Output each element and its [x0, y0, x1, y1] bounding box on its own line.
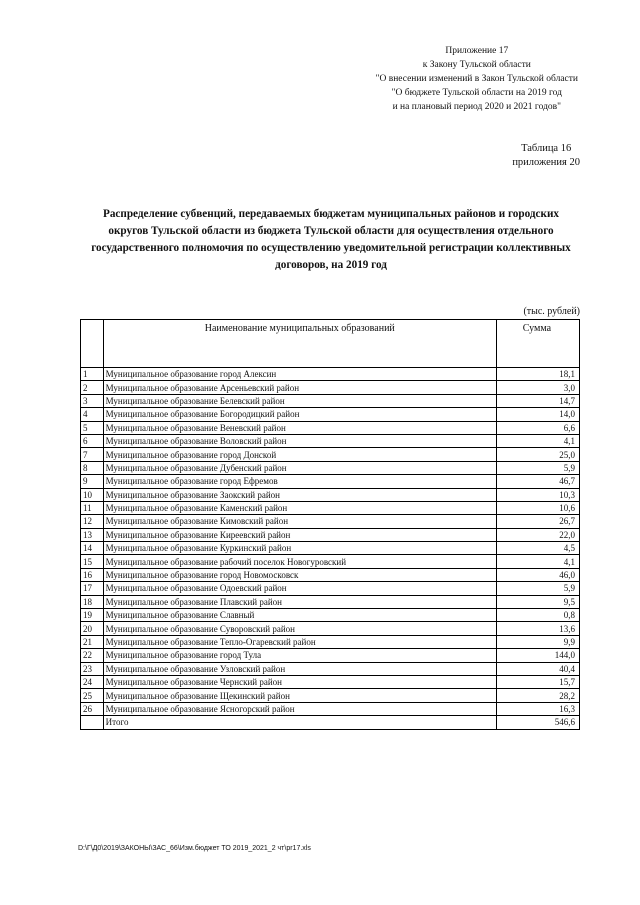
municipality-name: Муниципальное образование город Новомосковск	[103, 568, 496, 581]
subsidy-amount: 25,0	[496, 448, 579, 461]
subsidy-amount: 9,9	[496, 635, 579, 648]
municipality-name: Муниципальное образование Узловский район	[103, 662, 496, 675]
subsidy-amount: 28,2	[496, 689, 579, 702]
row-number: 3	[81, 394, 104, 407]
municipality-name: Муниципальное образование Веневский район	[103, 421, 496, 434]
municipality-name: Муниципальное образование Суворовский район	[103, 622, 496, 635]
row-number: 13	[81, 528, 104, 541]
appendix-line: Приложение 17	[445, 46, 509, 56]
total-label: Итого	[103, 716, 496, 729]
municipality-name: Муниципальное образование Каменский район	[103, 501, 496, 514]
municipality-name: Муниципальное образование город Тула	[103, 649, 496, 662]
table-row	[81, 448, 580, 461]
row-number: 21	[81, 635, 104, 648]
table-row	[81, 582, 580, 595]
subsidy-amount: 16,3	[496, 702, 579, 715]
subsidy-amount: 10,3	[496, 488, 579, 501]
row-number: 24	[81, 675, 104, 688]
municipality-name: Муниципальное образование Дубенский район	[103, 461, 496, 474]
appendix-line: "О бюджете Тульской области на 2019 год	[391, 88, 562, 98]
table-row	[81, 689, 580, 702]
row-number: 16	[81, 568, 104, 581]
row-number: 14	[81, 542, 104, 555]
subsidy-amount: 0,8	[496, 609, 579, 622]
municipality-name: Муниципальное образование Одоевский район	[103, 582, 496, 595]
municipality-name: Муниципальное образование Славный	[103, 609, 496, 622]
row-number: 5	[81, 421, 104, 434]
row-number: 23	[81, 662, 104, 675]
table-row	[81, 408, 580, 421]
table-row	[81, 475, 580, 488]
table-row	[81, 381, 580, 394]
table-row	[81, 528, 580, 541]
row-number: 7	[81, 448, 104, 461]
subsidy-amount: 13,6	[496, 622, 579, 635]
subsidy-amount: 5,9	[496, 582, 579, 595]
table-reference-line: приложения 20	[512, 157, 580, 168]
table-row	[81, 434, 580, 447]
table-row	[81, 568, 580, 581]
subsidy-amount: 46,0	[496, 568, 579, 581]
table-row	[81, 649, 580, 662]
table-row	[81, 595, 580, 608]
subsidy-amount: 22,0	[496, 528, 579, 541]
municipality-name: Муниципальное образование Ясногорский район	[103, 702, 496, 715]
subsidy-amount: 6,6	[496, 421, 579, 434]
header-sum: Сумма	[496, 320, 579, 368]
municipality-name: Муниципальное образование город Ефремов	[103, 475, 496, 488]
table-header-row	[81, 320, 580, 368]
subsidy-amount: 46,7	[496, 475, 579, 488]
appendix-line: и на плановый период 2020 и 2021 годов"	[392, 102, 562, 112]
municipality-name: Муниципальное образование Чернский район	[103, 675, 496, 688]
appendix-line: "О внесении изменений в Закон Тульской области	[375, 74, 578, 84]
row-number: 20	[81, 622, 104, 635]
total-row	[81, 716, 580, 729]
subsidy-amount: 9,5	[496, 595, 579, 608]
subsidy-amount: 14,7	[496, 394, 579, 407]
row-number: 10	[81, 488, 104, 501]
table-row	[81, 662, 580, 675]
table-row	[81, 542, 580, 555]
municipality-name: Муниципальное образование город Донской	[103, 448, 496, 461]
file-path-footer: D:\Г\Д0\2019\ЗАКОНЫ\ЗАС_66\Изм.бюджет ТО 2019_2021_2 чт\pr17.xls	[78, 845, 311, 852]
municipality-name: Муниципальное образование Куркинский район	[103, 542, 496, 555]
municipality-name: Муниципальное образование Белевский район	[103, 394, 496, 407]
table-body	[81, 368, 580, 716]
subsidy-amount: 15,7	[496, 675, 579, 688]
table-row	[81, 555, 580, 568]
municipality-name: Муниципальное образование Щекинский район	[103, 689, 496, 702]
subsidy-amount: 3,0	[496, 381, 579, 394]
table-row	[81, 702, 580, 715]
subsidy-amount: 4,1	[496, 555, 579, 568]
row-number: 17	[81, 582, 104, 595]
municipality-name: Муниципальное образование Арсеньевский район	[103, 381, 496, 394]
subsidy-amount: 14,0	[496, 408, 579, 421]
subsidy-amount: 26,7	[496, 515, 579, 528]
subsidy-amount: 18,1	[496, 368, 579, 381]
header-name: Наименование муниципальных образований	[103, 320, 496, 368]
municipality-name: Муниципальное образование Богородицкий район	[103, 408, 496, 421]
municipality-name: Муниципальное образование Воловский район	[103, 434, 496, 447]
row-number: 25	[81, 689, 104, 702]
row-number: 19	[81, 609, 104, 622]
appendix-line: к Закону Тульской области	[422, 60, 531, 70]
row-number: 12	[81, 515, 104, 528]
units-label: (тыс. рублей)	[523, 306, 580, 317]
table-reference-line: Таблица 16	[521, 143, 572, 154]
table-row	[81, 421, 580, 434]
total-number-cell	[81, 716, 104, 729]
table-row	[81, 461, 580, 474]
document-title: Распределение субвенций, передаваемых бюджетам муниципальных районов и городских округов Тульской области из бюджета Тульской области для осуществления отдельного государственного полномочия по осуществлению уведомительной регистрации коллективных договоров, на 2019 год	[91, 208, 571, 271]
table-row	[81, 501, 580, 514]
subsidy-amount: 144,0	[496, 649, 579, 662]
row-number: 4	[81, 408, 104, 421]
municipality-name: Муниципальное образование Тепло-Огаревский район	[103, 635, 496, 648]
municipality-name: Муниципальное образование рабочий поселок Новогуровский	[103, 555, 496, 568]
subsidy-amount: 40,4	[496, 662, 579, 675]
table-row	[81, 488, 580, 501]
municipality-name: Муниципальное образование Кимовский район	[103, 515, 496, 528]
table-row	[81, 368, 580, 381]
municipality-name: Муниципальное образование Заокский район	[103, 488, 496, 501]
total-sum: 546,6	[496, 716, 579, 729]
row-number: 1	[81, 368, 104, 381]
table-row	[81, 622, 580, 635]
municipality-name: Муниципальное образование Киреевский район	[103, 528, 496, 541]
row-number: 2	[81, 381, 104, 394]
subsidy-amount: 10,6	[496, 501, 579, 514]
table-row	[81, 394, 580, 407]
header-number	[81, 320, 104, 368]
subsidy-amount: 4,1	[496, 434, 579, 447]
table-row	[81, 609, 580, 622]
table-reference	[512, 142, 580, 170]
municipality-name: Муниципальное образование город Алексин	[103, 368, 496, 381]
row-number: 9	[81, 475, 104, 488]
row-number: 11	[81, 501, 104, 514]
table-row	[81, 635, 580, 648]
subsidy-table	[80, 319, 580, 730]
subsidy-amount: 5,9	[496, 461, 579, 474]
row-number: 15	[81, 555, 104, 568]
subsidy-amount: 4,5	[496, 542, 579, 555]
row-number: 18	[81, 595, 104, 608]
row-number: 22	[81, 649, 104, 662]
row-number: 8	[81, 461, 104, 474]
appendix-header	[376, 44, 578, 114]
table-row	[81, 515, 580, 528]
table-row	[81, 675, 580, 688]
row-number: 26	[81, 702, 104, 715]
municipality-name: Муниципальное образование Плавский район	[103, 595, 496, 608]
row-number: 6	[81, 434, 104, 447]
